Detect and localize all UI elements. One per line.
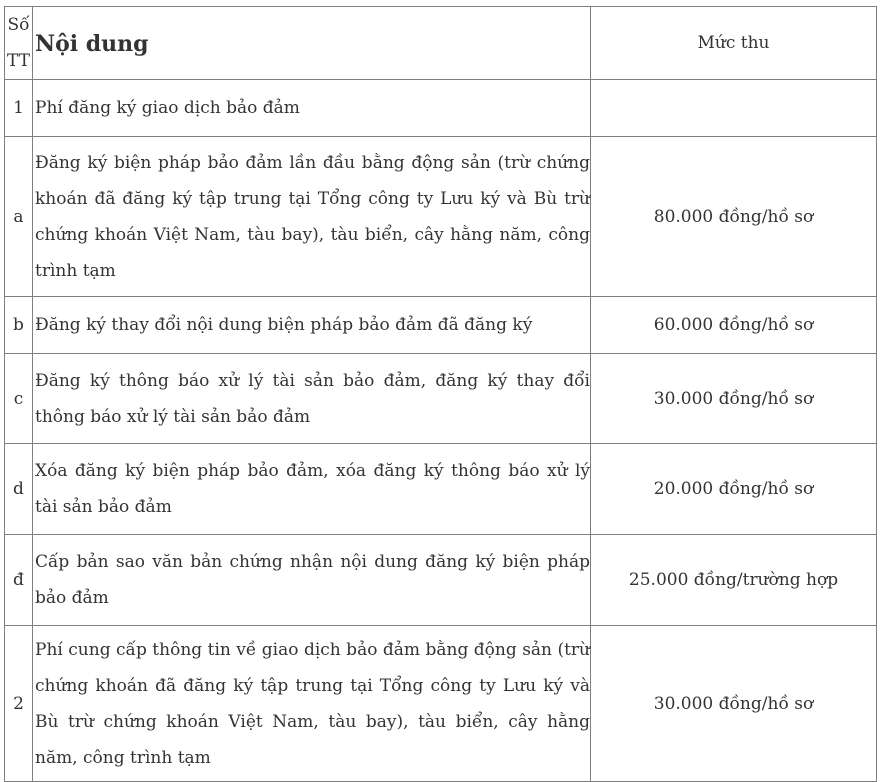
row-no: 1 bbox=[5, 80, 33, 137]
row-no: d bbox=[5, 444, 33, 535]
row-no: 2 bbox=[5, 626, 33, 782]
row-content: Cấp bản sao văn bản chứng nhận nội dung đăng ký biện pháp bảo đảm bbox=[33, 535, 591, 626]
row-fee: 80.000 đồng/hồ sơ bbox=[591, 137, 877, 297]
row-no: b bbox=[5, 297, 33, 354]
table-row bbox=[5, 626, 877, 782]
table-row bbox=[5, 444, 877, 535]
row-fee: 30.000 đồng/hồ sơ bbox=[591, 354, 877, 444]
row-content: Đăng ký thay đổi nội dung biện pháp bảo đảm đã đăng ký bbox=[33, 297, 591, 354]
table-header-row bbox=[5, 7, 877, 80]
row-content: Xóa đăng ký biện pháp bảo đảm, xóa đăng ký thông báo xử lý tài sản bảo đảm bbox=[33, 444, 591, 535]
row-fee: 60.000 đồng/hồ sơ bbox=[591, 297, 877, 354]
header-content: Nội dung bbox=[33, 7, 591, 80]
fee-table bbox=[4, 6, 877, 782]
row-no: c bbox=[5, 354, 33, 444]
header-no: Số TT bbox=[5, 7, 33, 80]
table-row bbox=[5, 137, 877, 297]
row-fee: 25.000 đồng/trường hợp bbox=[591, 535, 877, 626]
row-no: đ bbox=[5, 535, 33, 626]
table-row bbox=[5, 80, 877, 137]
row-content: Đăng ký thông báo xử lý tài sản bảo đảm, đăng ký thay đổi thông báo xử lý tài sản bảo đảm bbox=[33, 354, 591, 444]
header-fee: Mức thu bbox=[591, 7, 877, 80]
table-row bbox=[5, 297, 877, 354]
row-no: a bbox=[5, 137, 33, 297]
row-content: Phí đăng ký giao dịch bảo đảm bbox=[33, 80, 591, 137]
row-fee: 30.000 đồng/hồ sơ bbox=[591, 626, 877, 782]
row-fee: 20.000 đồng/hồ sơ bbox=[591, 444, 877, 535]
table-row bbox=[5, 354, 877, 444]
row-content: Đăng ký biện pháp bảo đảm lần đầu bằng động sản (trừ chứng khoán đã đăng ký tập trung tại Tổng công ty Lưu ký và Bù trừ chứng khoán Việt Nam, tàu bay), tàu biển, cây hằng năm, công trình tạm bbox=[33, 137, 591, 297]
table-row bbox=[5, 535, 877, 626]
row-fee bbox=[591, 80, 877, 137]
row-content: Phí cung cấp thông tin về giao dịch bảo đảm bằng động sản (trừ chứng khoán đã đăng ký tập trung tại Tổng công ty Lưu ký và Bù trừ chứng khoán Việt Nam, tàu bay), tàu biển, cây hằng năm, công trình tạm bbox=[33, 626, 591, 782]
